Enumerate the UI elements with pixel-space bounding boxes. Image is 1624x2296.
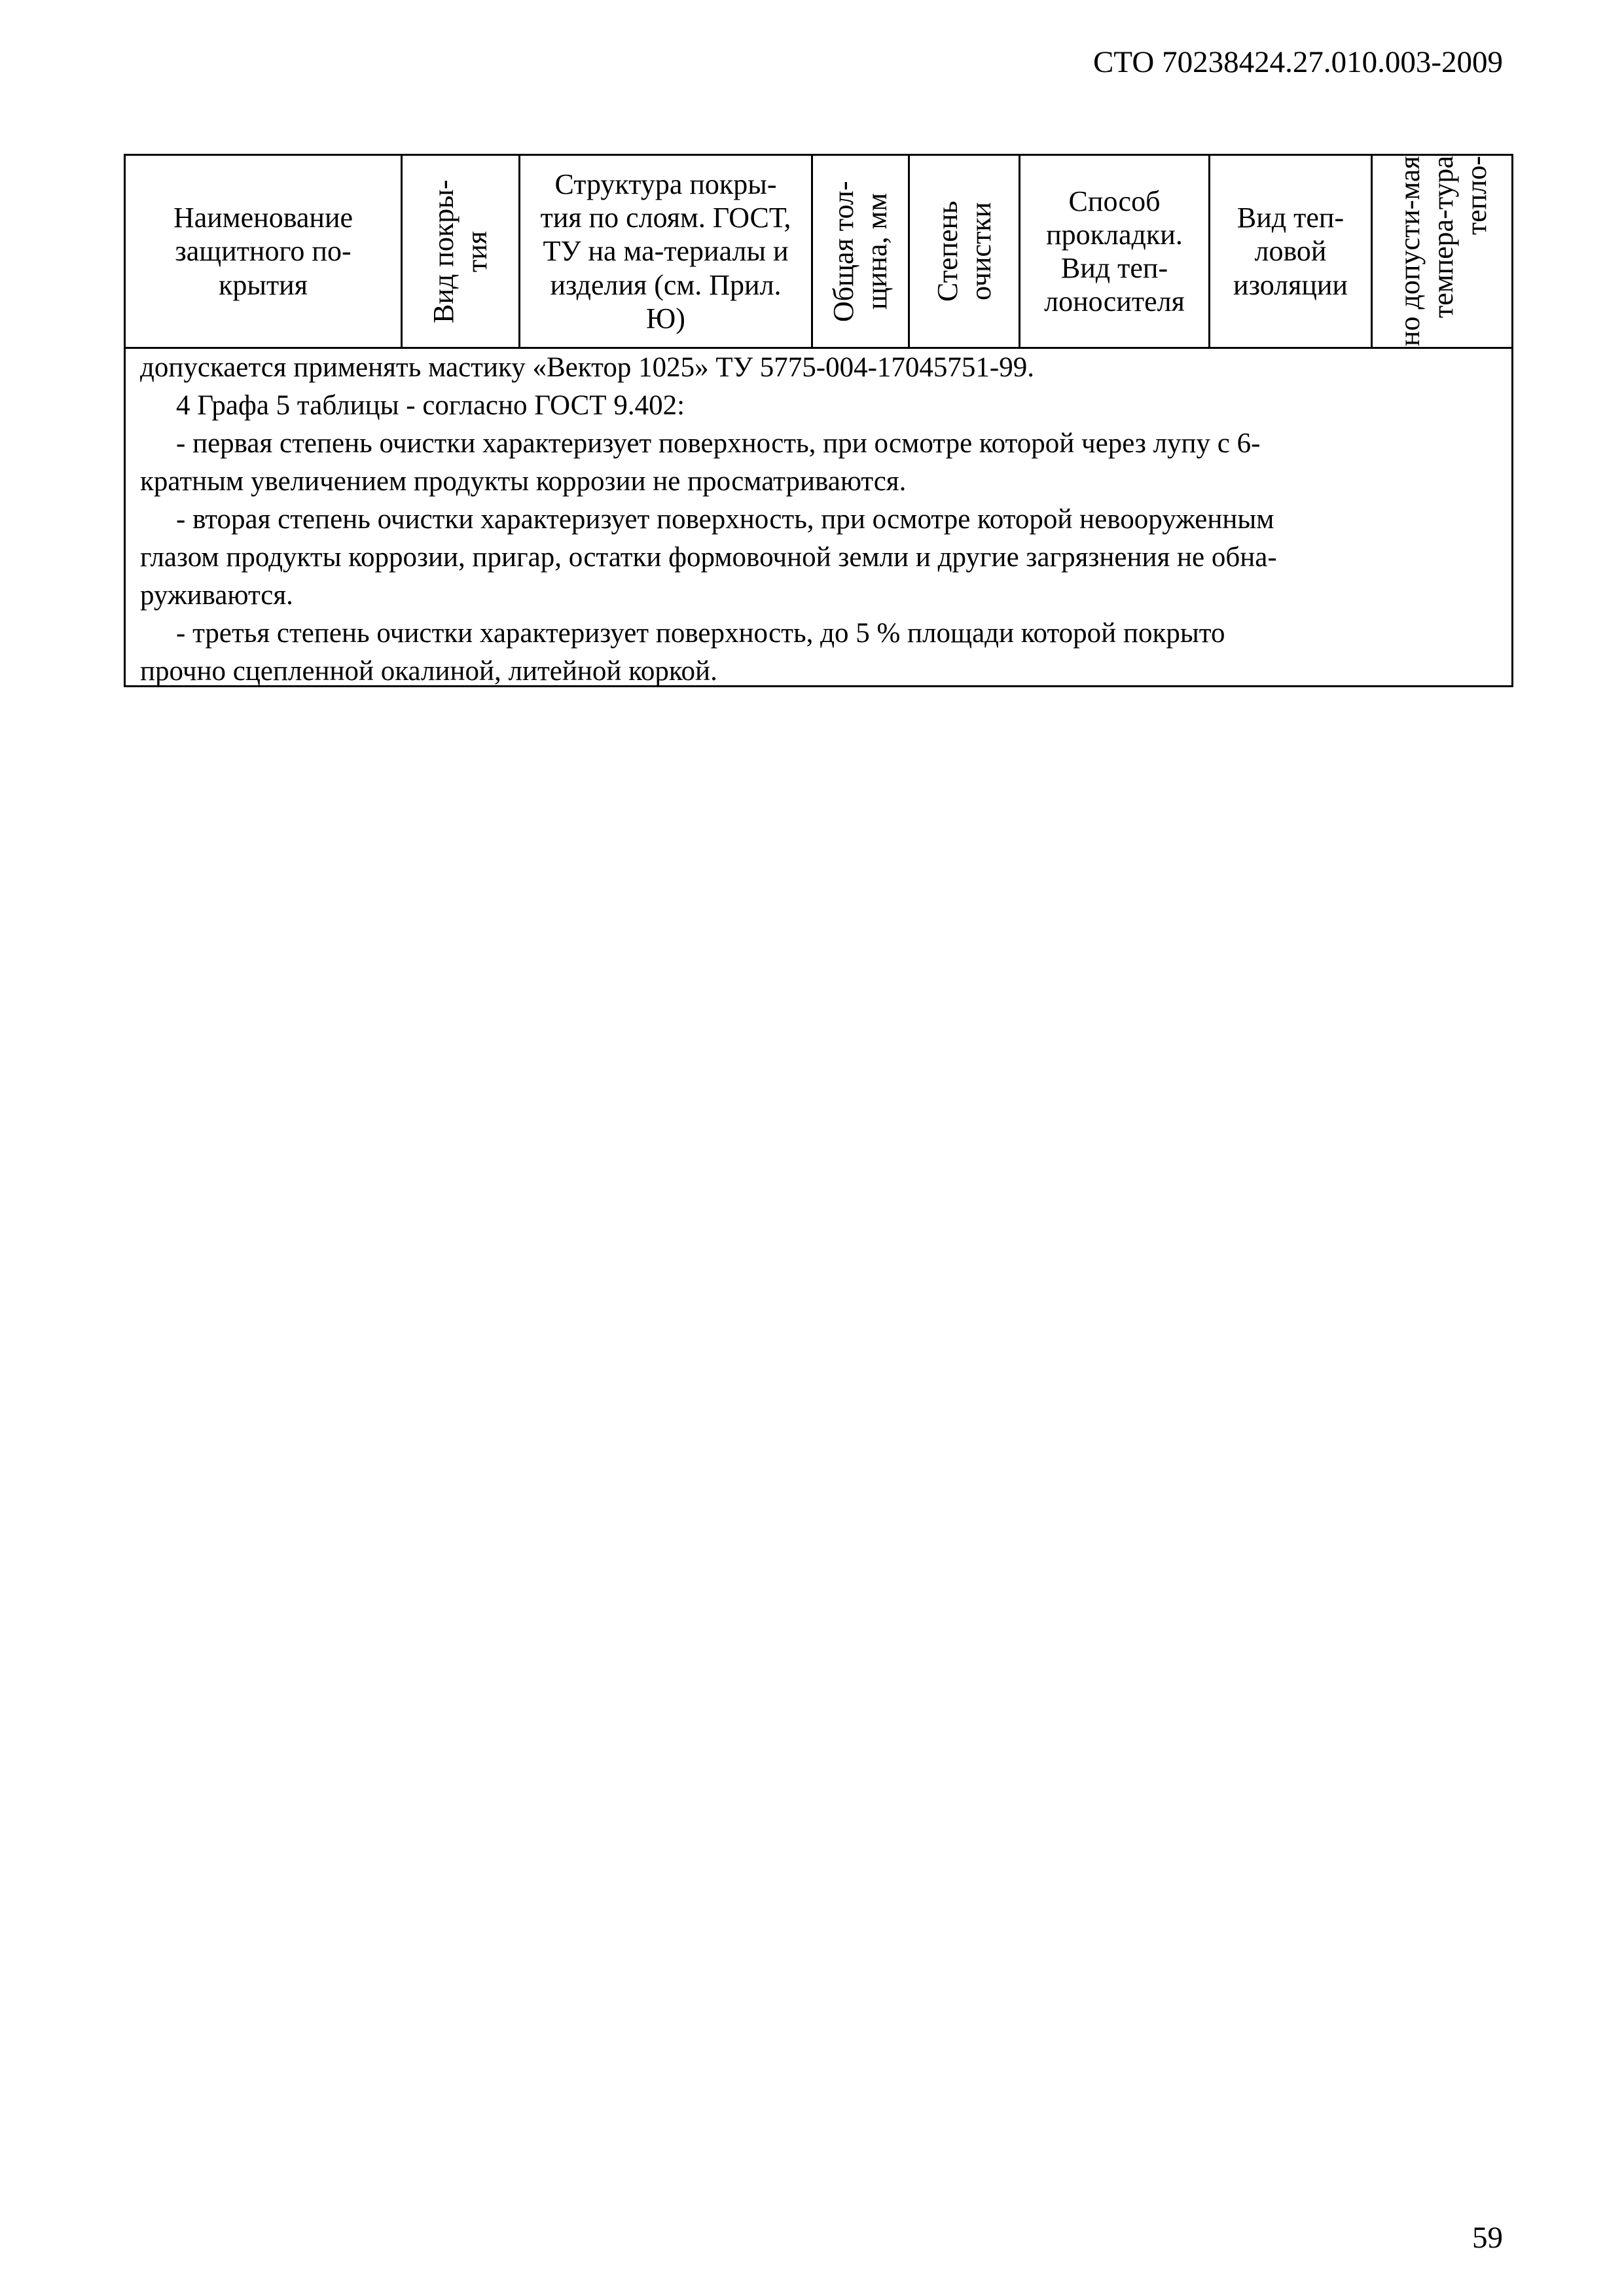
page-number: 59 [1472, 2221, 1503, 2255]
header-label-laying-method: Способ прокладки. Вид теп-лоносителя [1044, 185, 1185, 318]
header-label-coating-name: Наименование защитного по-крытия [173, 202, 353, 301]
header-cell-coating-type [403, 156, 520, 347]
note-line: глазом продукты коррозии, пригар, остатки формовочной земли и другие загрязнения не обна- [140, 542, 1277, 573]
header-cell-coating-name [126, 156, 403, 347]
note-line: допускается применять мастику «Вектор 1025» ТУ 5775-004-17045751-99. [140, 352, 1034, 383]
document-code: СТО 70238424.27.010.003-2009 [1092, 45, 1503, 79]
header-label-total-thickness: Общая тол-щина, мм [827, 181, 893, 322]
note-line: - первая степень очистки характеризует поверхность, при осмотре которой через лупу с 6- [176, 428, 1261, 459]
header-label-coating-type: Вид покры-тия [427, 179, 494, 323]
header-label-insulation-type: Вид теп-ловой изоляции [1233, 202, 1348, 301]
note-line: руживаются. [140, 580, 293, 611]
header-label-cleaning-degree: Степень очистки [931, 200, 997, 302]
table-header-row [126, 156, 1511, 349]
table-notes [140, 349, 1498, 691]
header-cell-layer-structure [520, 156, 813, 347]
header-cell-insulation-type [1210, 156, 1373, 347]
header-cell-laying-method [1020, 156, 1210, 347]
note-line: 4 Графа 5 таблицы - согласно ГОСТ 9.402: [176, 390, 685, 421]
note-line: прочно сцепленной окалиной, литейной коркой. [140, 656, 717, 687]
header-label-layer-structure: Структура покры-тия по слоям. ГОСТ, ТУ на ма-териалы и изделия (см. Прил. Ю) [540, 168, 791, 334]
note-line: - третья степень очистки характеризует поверхность, до 5 % площади которой покрыто [176, 618, 1225, 649]
header-cell-cleaning-degree [910, 156, 1020, 347]
coating-table [124, 154, 1513, 687]
header-cell-total-thickness [813, 156, 910, 347]
header-label-max-temperature: но допусти-мая темпера-тура тепло- [1393, 156, 1493, 346]
header-cell-max-temperature [1373, 156, 1513, 347]
note-line: кратным увеличением продукты коррозии не просматриваются. [140, 466, 907, 497]
note-line: - вторая степень очистки характеризует поверхность, при осмотре которой невооруженным [176, 504, 1274, 535]
